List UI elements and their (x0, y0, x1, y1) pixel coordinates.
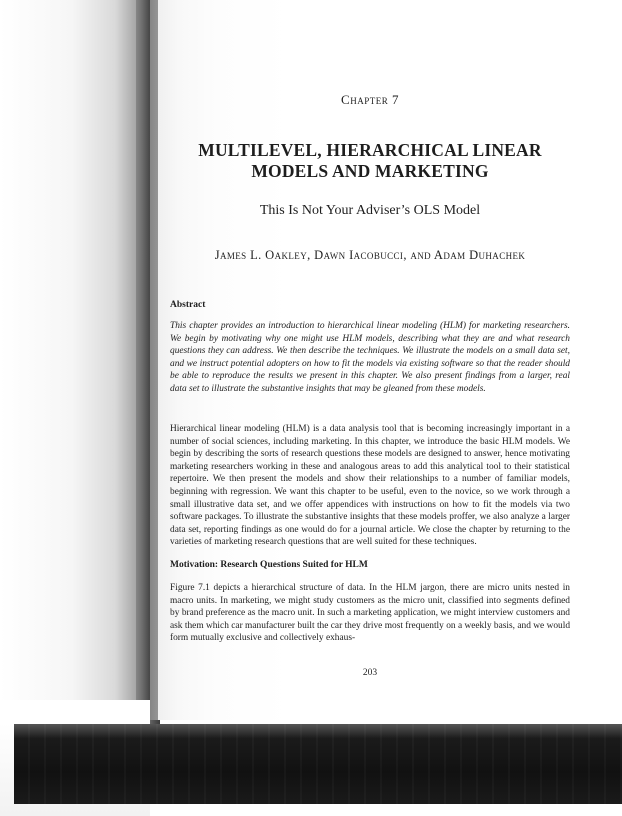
page-number: 203 (362, 668, 378, 678)
author-list: James L. Oakley, Dawn Iacobucci, and Adam Duhachek (214, 248, 526, 262)
chapter-title-line-2: MODELS AND MARKETING (251, 161, 489, 181)
chapter-title-line-1: MULTILEVEL, HIERARCHICAL LINEAR (198, 140, 542, 160)
abstract-text: This chapter provides an introduction to hierarchical linear modeling (HLM) for marketing researchers. We begin by motivating why one might use HLM models, describing what they are and what research questions they can address. We then describe the techniques. We illustrate the models on a small data set, and we instruct potential adopters on how to fit the models via existing software so that the reader should be able to reproduce the results we present in this chapter. We also present findings from a larger, real data set to illustrate the substantive insights that may be gleaned from these models. (170, 321, 570, 394)
book-spine-shadow (136, 0, 158, 720)
chapter-subtitle: This Is Not Your Adviser’s OLS Model (259, 203, 481, 218)
section-heading: Motivation: Research Questions Suited for HLM (170, 560, 368, 570)
body-paragraph-2: Figure 7.1 depicts a hierarchical structure of data. In the HLM jargon, there are micro units nested in macro units. In marketing, we might study customers as the micro unit, classified into segments defined by brand preference as the macro unit. In such a marketing application, we might interview customers and ask them which car manufacturer built the car they drive most frequently on a weekly basis, and we would form mutually exclusive and collectively exhaus- (170, 583, 570, 644)
abstract-heading: Abstract (170, 300, 206, 310)
body-paragraph-1: Hierarchical linear modeling (HLM) is a data analysis tool that is becoming increasingly important in a number of social sciences, including marketing. In this chapter, we introduce the basic HLM models. We begin by describing the sorts of research questions these models are designed to answer, hence motivating marketing researchers working in these and analogous areas to add this analytical tool to their statistical repertoire. We then present the models and show their relationships to a number of familiar models, beginning with regression. We want this chapter to be useful, even to the novice, so we work through a small illustrative data set, and we offer appendices with instructions on how to fit the models via two software packages. To illustrate the substantive insights that these models proffer, we also analyze a larger data set, reporting findings as one would do for a journal article. We close the chapter by returning to the varieties of marketing research questions that are well suited for these techniques. (170, 424, 570, 548)
scanner-edge-bar (14, 724, 622, 804)
chapter-title (170, 140, 570, 182)
chapter-label: Chapter 7 (341, 92, 399, 107)
